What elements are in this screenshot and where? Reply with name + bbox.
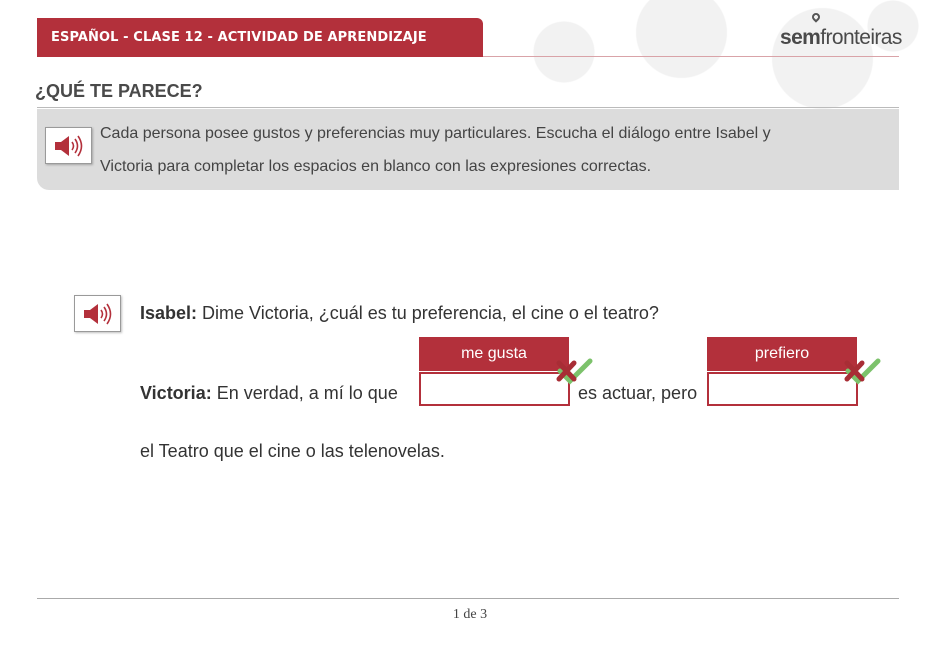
header-divider <box>483 56 899 57</box>
instruction-audio-button[interactable] <box>45 127 92 164</box>
footer-divider <box>37 598 899 599</box>
cross-icon <box>844 359 866 383</box>
lesson-header <box>37 18 483 57</box>
answer-chip[interactable]: prefiero <box>707 337 857 371</box>
dialog-text: es actuar, pero <box>578 383 698 403</box>
speaker-icon <box>53 134 85 158</box>
title-divider <box>37 107 899 108</box>
blank-field[interactable] <box>707 372 858 406</box>
cross-icon <box>556 359 578 383</box>
dialog-audio-button[interactable] <box>74 295 121 332</box>
instruction-box <box>37 109 899 190</box>
instruction-line: Cada persona posee gustos y preferencias muy particulares. Escucha el diálogo entre Isabel y <box>100 125 771 142</box>
answer-chip[interactable]: me gusta <box>419 337 569 371</box>
instruction-text <box>100 117 880 183</box>
isabel-line <box>140 303 659 324</box>
logo-text-bold: sem <box>780 26 821 49</box>
dialog-text: Dime Victoria, ¿cuál es tu preferencia, el cine o el teatro? <box>202 303 659 323</box>
blank-field[interactable] <box>419 372 570 406</box>
speaker-name: Isabel: <box>140 303 198 323</box>
victoria-line <box>140 383 398 404</box>
speaker-icon <box>82 302 114 326</box>
logo-text-regular: fronteiras <box>820 26 902 49</box>
speaker-name: Victoria: <box>140 383 212 403</box>
dialog-text: el Teatro que el cine o las telenovelas. <box>140 441 445 461</box>
lesson-title: ESPAÑOL - CLASE 12 - ACTIVIDAD DE APRENDIZAJE <box>51 30 427 45</box>
instruction-line: Victoria para completar los espacios en blanco con las expresiones correctas. <box>100 158 652 175</box>
dialog-text: En verdad, a mí lo que <box>216 383 398 403</box>
section-title: ¿QUÉ TE PARECE? <box>35 81 203 101</box>
brand-logo <box>780 20 902 50</box>
page-indicator: 1 de 3 <box>452 607 488 622</box>
